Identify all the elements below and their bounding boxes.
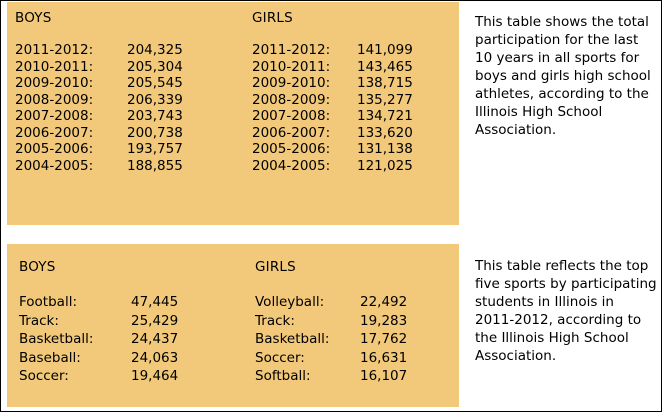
row-value: 134,721: [357, 108, 413, 124]
row-value: 17,762: [360, 331, 408, 347]
row-label: 2005-2006:: [252, 141, 331, 157]
row-label: 2004-2005:: [252, 157, 331, 174]
row-label: Softball:: [255, 368, 311, 384]
table-row: [15, 42, 197, 58]
row-label: 2007-2008:: [252, 108, 331, 124]
table-row: [19, 331, 201, 347]
row-value: 25,429: [131, 312, 179, 329]
table-row: [255, 331, 430, 347]
row-label: 2007-2008:: [15, 108, 94, 124]
row-value: 143,465: [357, 58, 413, 75]
row-value: 19,464: [131, 368, 179, 384]
table-row: [252, 59, 427, 75]
table-row: [15, 125, 197, 141]
row-label: 2011-2012:: [252, 42, 331, 58]
top-sports-caption: This table reflects the top five sports by participating students in Illinois in 2011-2012, according to the Illinois High School Association.: [475, 258, 657, 364]
table-row: [15, 158, 197, 174]
participation-table: [7, 2, 459, 225]
row-value: 121,025: [357, 157, 413, 174]
table-row: [252, 42, 427, 58]
row-value: 138,715: [357, 75, 413, 91]
row-value: 203,743: [127, 108, 183, 124]
table-row: [15, 141, 197, 157]
table-row: [19, 313, 201, 329]
row-label: Soccer:: [19, 368, 69, 384]
row-label: 2008-2009:: [15, 91, 94, 108]
row-label: 2011-2012:: [15, 42, 94, 58]
row-value: 206,339: [127, 91, 183, 108]
table-row: [15, 92, 197, 108]
row-label: 2010-2011:: [15, 58, 94, 75]
row-value: 16,107: [360, 368, 408, 384]
row-label: 2005-2006:: [15, 141, 94, 157]
row-label: Baseball:: [19, 349, 81, 366]
table-row: [19, 350, 201, 366]
row-value: 16,631: [360, 349, 408, 366]
row-label: Soccer:: [255, 349, 305, 366]
row-value: 47,445: [131, 294, 179, 310]
row-value: 205,304: [127, 58, 183, 75]
table-row: [255, 294, 430, 310]
boys-heading: BOYS: [15, 10, 52, 26]
row-value: 205,545: [127, 75, 183, 91]
row-value: 193,757: [127, 141, 183, 157]
table-row: [252, 141, 427, 157]
girls-heading: GIRLS: [255, 259, 296, 275]
row-value: 24,063: [131, 349, 179, 366]
row-label: Volleyball:: [255, 294, 325, 310]
row-value: 24,437: [131, 331, 179, 347]
table-row: [15, 59, 197, 75]
table-row: [255, 368, 430, 384]
row-value: 188,855: [127, 157, 183, 174]
row-value: 141,099: [357, 42, 413, 58]
row-value: 200,738: [127, 124, 183, 141]
row-label: 2009-2010:: [15, 75, 94, 91]
table-row: [255, 313, 430, 329]
table-row: [252, 75, 427, 91]
top-sports-table: [7, 244, 459, 407]
table-row: [15, 108, 197, 124]
boys-heading: BOYS: [19, 259, 56, 275]
table-row: [19, 294, 201, 310]
row-label: Track:: [255, 312, 295, 329]
row-value: 19,283: [360, 312, 408, 329]
row-label: 2008-2009:: [252, 91, 331, 108]
row-label: Football:: [19, 294, 77, 310]
table-row: [252, 158, 427, 174]
table-row: [255, 350, 430, 366]
row-label: Track:: [19, 312, 59, 329]
row-value: 22,492: [360, 294, 408, 310]
row-value: 133,620: [357, 124, 413, 141]
row-label: Basketball:: [19, 331, 94, 347]
row-label: Basketball:: [255, 331, 330, 347]
participation-caption: This table shows the total participation for the last 10 years in all sports for boys and girls high school athletes, according to the Illinois High School Association.: [475, 14, 651, 138]
row-value: 135,277: [357, 91, 413, 108]
row-label: 2006-2007:: [252, 124, 331, 141]
table-row: [252, 125, 427, 141]
table-row: [19, 368, 201, 384]
row-label: 2004-2005:: [15, 157, 94, 174]
table-row: [15, 75, 197, 91]
table-row: [252, 108, 427, 124]
table-row: [252, 92, 427, 108]
girls-heading: GIRLS: [252, 10, 293, 26]
row-value: 204,325: [127, 42, 183, 58]
row-value: 131,138: [357, 141, 413, 157]
row-label: 2009-2010:: [252, 75, 331, 91]
row-label: 2006-2007:: [15, 124, 94, 141]
row-label: 2010-2011:: [252, 58, 331, 75]
